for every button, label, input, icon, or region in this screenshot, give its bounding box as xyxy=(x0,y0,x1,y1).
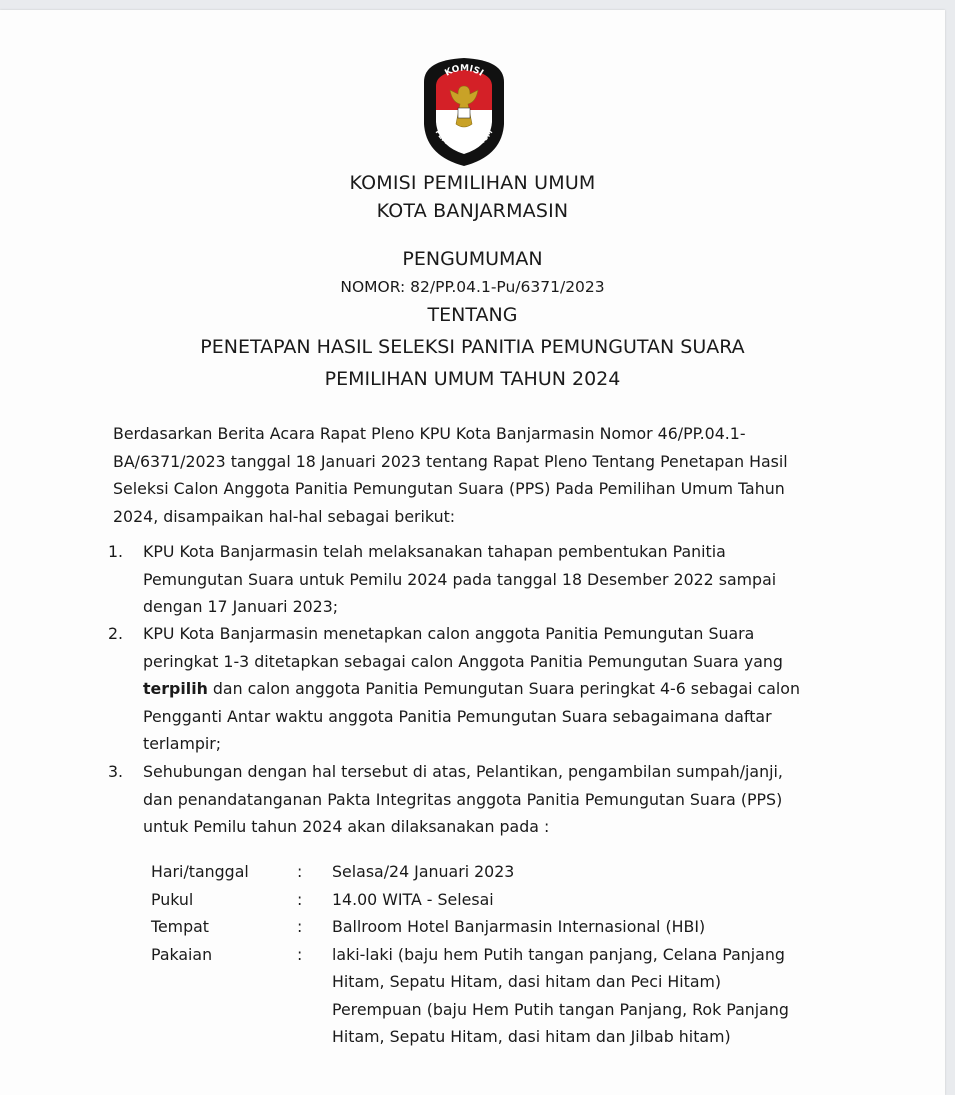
list-line: terlampir; xyxy=(143,734,222,753)
subject-line-2: PEMILIHAN UMUM TAHUN 2024 xyxy=(324,368,621,390)
bold-word: terpilih xyxy=(143,679,208,698)
about-label: TENTANG xyxy=(427,304,518,326)
svg-text:KOMISI: KOMISI xyxy=(443,63,485,79)
org-city: KOTA BANJARMASIN xyxy=(376,200,569,222)
subject-line-1: PENETAPAN HASIL SELEKSI PANITIA PEMUNGUTAN SUARA xyxy=(200,336,745,358)
list-text xyxy=(143,620,831,758)
list-line: untuk Pemilu tahun 2024 akan dilaksanakan pada : xyxy=(143,817,550,836)
schedule-label: Pukul xyxy=(151,889,194,909)
intro-line: Seleksi Calon Anggota Panitia Pemungutan Suara (PPS) Pada Pemilihan Umum Tahun xyxy=(113,479,785,498)
attire-line: Hitam, Sepatu Hitam, dasi hitam dan Jilbab hitam) xyxy=(332,1027,731,1046)
schedule-label: Pakaian xyxy=(151,944,213,964)
list-line: Sehubungan dengan hal tersebut di atas, Pelantikan, pengambilan sumpah/janji, xyxy=(143,762,783,781)
org-name: KOMISI PEMILIHAN UMUM xyxy=(349,172,596,194)
attire-line: laki-laki (baju hem Putih tangan panjang, Celana Panjang xyxy=(332,944,785,964)
list-line: KPU Kota Banjarmasin menetapkan calon anggota Panitia Pemungutan Suara xyxy=(143,624,755,643)
list-line: dan penandatanganan Pakta Integritas anggota Panitia Pemungutan Suara (PPS) xyxy=(143,789,783,809)
schedule-colon: : xyxy=(297,889,303,909)
attire-line: Perempuan (baju Hem Putih tangan Panjang, Rok Panjang xyxy=(332,999,789,1019)
schedule-colon: : xyxy=(297,944,303,964)
announcement-title: PENGUMUMAN xyxy=(402,248,543,270)
list-text xyxy=(143,538,831,621)
schedule-colon: : xyxy=(297,917,303,936)
list-text xyxy=(143,758,831,841)
intro-paragraph xyxy=(113,420,831,530)
svg-text:PEMILIHAN UMUM: PEMILIHAN UMUM xyxy=(433,128,495,153)
after-bold-text: dan calon anggota Panitia Pemungutan Suara peringkat 4-6 sebagai calon xyxy=(207,679,800,698)
document-page xyxy=(0,10,945,1095)
schedule-value: 14.00 WITA - Selesai xyxy=(332,889,494,909)
schedule-value xyxy=(332,941,832,1051)
intro-line: BA/6371/2023 tanggal 18 Januari 2023 tentang Rapat Pleno Tentang Penetapan Hasil xyxy=(113,451,788,471)
schedule-label: Tempat xyxy=(151,917,209,936)
intro-line: Berdasarkan Berita Acara Rapat Pleno KPU Kota Banjarmasin Nomor 46/PP.04.1- xyxy=(113,424,746,443)
schedule-label: Hari/tanggal xyxy=(151,862,249,881)
kpu-logo xyxy=(414,52,514,172)
schedule-colon: : xyxy=(297,862,303,881)
list-line: Pengganti Antar waktu anggota Panitia Pemungutan Suara sebagaimana daftar xyxy=(143,706,772,726)
announcement-number: NOMOR: 82/PP.04.1-Pu/6371/2023 xyxy=(340,278,605,296)
list-line: Pemungutan Suara untuk Pemilu 2024 pada tanggal 18 Desember 2022 sampai xyxy=(143,569,777,589)
list-line: dengan 17 Januari 2023; xyxy=(143,597,339,616)
list-number: 3. xyxy=(108,762,124,781)
list-number: 2. xyxy=(108,624,124,643)
list-line: KPU Kota Banjarmasin telah melaksanakan tahapan pembentukan Panitia xyxy=(143,542,726,561)
list-number: 1. xyxy=(108,542,124,561)
attire-line: Hitam, Sepatu Hitam, dasi hitam dan Peci Hitam) xyxy=(332,972,722,991)
list-line xyxy=(143,675,831,703)
schedule-value: Selasa/24 Januari 2023 xyxy=(332,862,515,881)
intro-line: 2024, disampaikan hal-hal sebagai berikut: xyxy=(113,506,456,526)
list-line: peringkat 1-3 ditetapkan sebagai calon Anggota Panitia Pemungutan Suara yang xyxy=(143,651,783,671)
schedule-value: Ballroom Hotel Banjarmasin Internasional (HBI) xyxy=(332,917,706,936)
